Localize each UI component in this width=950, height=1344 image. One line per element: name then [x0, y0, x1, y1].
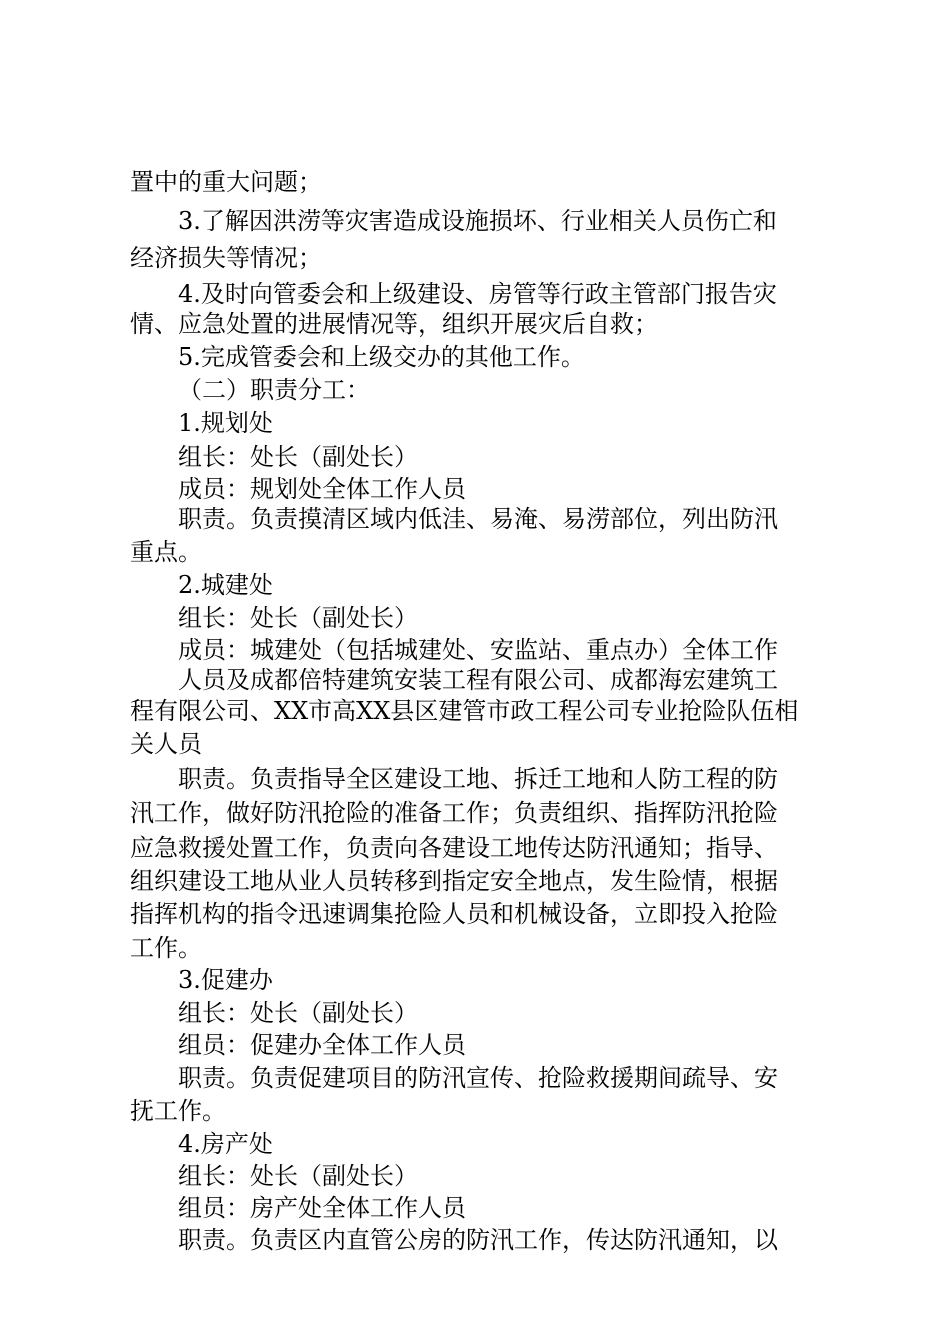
subsection-heading: 3.促建办 — [178, 966, 273, 994]
text-line: 情、应急处置的进展情况等，组织开展灾后自救； — [130, 310, 658, 338]
text-line: 组长：处长（副处长） — [178, 443, 418, 471]
text-line: 职责。负责摸清区域内低洼、易淹、易涝部位，列出防汛 — [178, 505, 778, 533]
text-line: 3.了解因洪涝等灾害造成设施损坏、行业相关人员伤亡和 — [178, 207, 777, 235]
text-line: 职责。负责促建项目的防汛宣传、抢险救援期间疏导、安 — [178, 1064, 778, 1092]
text-line: 成员：规划处全体工作人员 — [178, 475, 466, 503]
text-line: 组长：处长（副处长） — [178, 604, 418, 632]
text-line: 应急救援处置工作，负责向各建设工地传达防汛通知；指导、 — [130, 834, 778, 862]
text-line: 组员：房产处全体工作人员 — [178, 1194, 466, 1222]
text-line: 抚工作。 — [130, 1097, 226, 1125]
text-line: 程有限公司、XX市高XX县区建管市政工程公司专业抢险队伍相 — [130, 697, 799, 725]
text-line: 职责。负责区内直管公房的防汛工作，传达防汛通知，以 — [178, 1226, 778, 1254]
text-line: 人员及成都倍特建筑安装工程有限公司、成都海宏建筑工 — [178, 666, 778, 694]
text-line: 5.完成管委会和上级交办的其他工作。 — [178, 343, 585, 371]
text-line: 4.及时向管委会和上级建设、房管等行政主管部门报告灾 — [178, 280, 777, 308]
text-line: 指挥机构的指令迅速调集抢险人员和机械设备，立即投入抢险 — [130, 900, 778, 928]
text-line: 工作。 — [130, 934, 202, 962]
text-line: 职责。负责指导全区建设工地、拆迁工地和人防工程的防 — [178, 765, 778, 793]
text-line: 置中的重大问题； — [130, 168, 322, 196]
text-line: 组员：促建办全体工作人员 — [178, 1031, 466, 1059]
text-line: 组长：处长（副处长） — [178, 1162, 418, 1190]
text-line: 关人员 — [130, 730, 202, 758]
text-line: 成员：城建处（包括城建处、安监站、重点办）全体工作 — [178, 636, 778, 664]
subsection-heading: 4.房产处 — [178, 1130, 273, 1158]
text-line: 组织建设工地从业人员转移到指定安全地点，发生险情，根据 — [130, 867, 778, 895]
text-line: 汛工作，做好防汛抢险的准备工作；负责组织、指挥防汛抢险 — [130, 799, 778, 827]
text-line: 经济损失等情况； — [130, 244, 322, 272]
subsection-heading: 1.规划处 — [178, 409, 273, 437]
text-line: 重点。 — [130, 538, 202, 566]
text-line: 组长：处长（副处长） — [178, 999, 418, 1027]
subsection-heading: 2.城建处 — [178, 571, 273, 599]
section-heading: （二）职责分工： — [178, 376, 370, 404]
